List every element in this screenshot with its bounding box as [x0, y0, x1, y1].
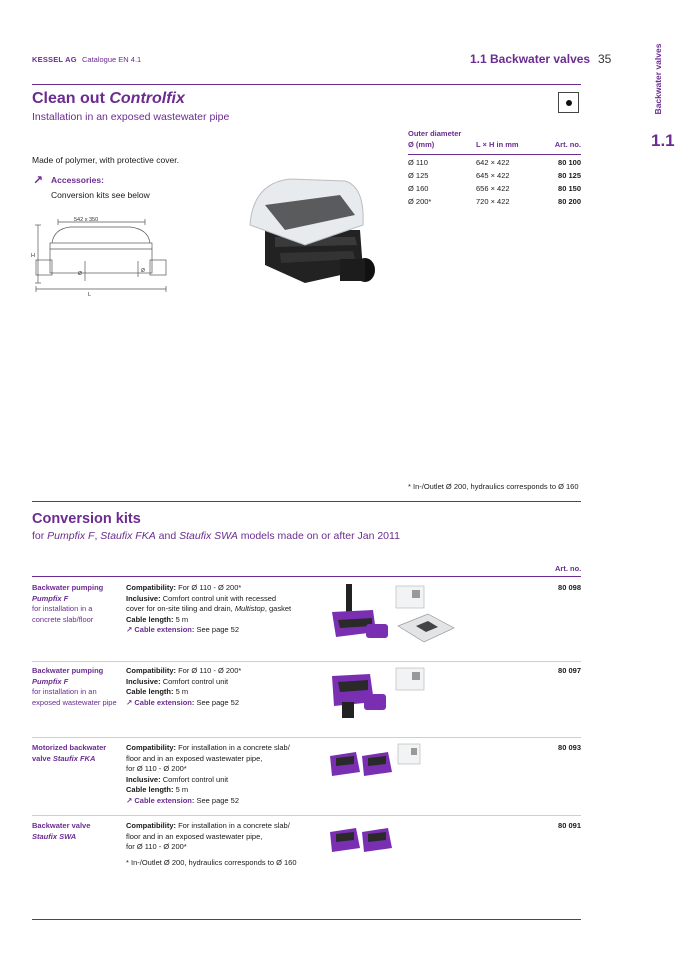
kits-header-rule — [32, 576, 581, 577]
col-artno-header: Art. no. — [536, 128, 581, 155]
kit-artno: 80 093 — [558, 743, 581, 752]
conversion-subtitle: for Pumpfix F, Staufix FKA and Staufix SWA models made on or after Jan 2011 — [32, 530, 400, 542]
company-name: KESSEL AG — [32, 55, 77, 64]
accessories-link[interactable]: Accessories: — [51, 175, 104, 185]
kit-artno: 80 098 — [558, 583, 581, 592]
arrow-icon: ↗ — [33, 173, 44, 187]
side-section-number: 1.1 — [651, 131, 675, 150]
drawing-dim-l: L — [88, 292, 92, 298]
footer-rule — [32, 919, 581, 920]
kit-divider — [32, 661, 581, 662]
catalogue-label: Catalogue EN 4.1 — [82, 55, 142, 64]
kit-divider — [32, 737, 581, 738]
product-image — [245, 175, 380, 290]
col-dims-header: L × H in mm — [476, 128, 536, 155]
cable-extension-link[interactable]: Cable extension: — [134, 697, 195, 707]
cable-extension-link[interactable]: Cable extension: — [134, 625, 195, 634]
product-description: Made of polymer, with protective cover. — [32, 155, 179, 165]
kit-specs: Compatibility: For Ø 110 - Ø 200* Inclusive: Comfort control unit Cable length: 5 m ↗ Cable extension: See page 52 — [126, 666, 242, 707]
col-diameter-header: Outer diameter Ø (mm) — [408, 128, 476, 155]
product-title: Clean out Controlfix — [32, 90, 185, 107]
kit-image-staufix-swa — [328, 820, 398, 860]
kit-name: Backwater pumping Pumpfix F for installation in an exposed wastewater pipe — [32, 666, 117, 707]
drawing-dim-d2: Ø — [141, 268, 145, 274]
accessories-text: Conversion kits see below — [51, 190, 150, 200]
side-tab-label: Backwater valves — [653, 43, 663, 115]
kit-specs: Compatibility: For installation in a concrete slab/ floor and in an exposed wastewater pipe, for Ø 110 - Ø 200* * In-/Outlet Ø 200, hydraulics corresponds to Ø 160 — [126, 821, 316, 868]
kit-image-staufix-fka — [328, 742, 428, 787]
kit-specs: Compatibility: For Ø 110 - Ø 200* Inclusive: Comfort control unit with recessed cover for on-site tiling and drain, Multistop, gasket Cable length: 5 m ↗ Cable extension: See page 52 — [126, 583, 292, 634]
cable-extension-link[interactable]: Cable extension: — [134, 795, 195, 805]
table-row: Ø 125 645 × 422 80 125 — [408, 171, 581, 180]
kit-name: Motorized backwater valve Staufix FKA — [32, 743, 107, 763]
header-rule — [32, 84, 581, 85]
kit-row — [32, 583, 581, 658]
table-row: Ø 110 642 × 422 80 100 — [408, 158, 581, 167]
spec-table-header — [408, 128, 581, 155]
kit-row — [32, 666, 581, 734]
kit-name: Backwater pumping Pumpfix F for installation in a concrete slab/floor — [32, 583, 104, 624]
technical-drawing — [30, 215, 155, 300]
arrow-icon: ↗ — [126, 697, 135, 707]
table-row: Ø 160 656 × 422 80 150 — [408, 184, 581, 193]
section-title: 1.1 Backwater valves — [470, 52, 591, 66]
kit-image-pumpfix-exposed — [328, 664, 438, 724]
page-number: 35 — [598, 52, 612, 66]
drawing-dim-d: Ø — [78, 271, 82, 277]
kit-image-pumpfix-concrete — [328, 582, 458, 652]
side-tab[interactable] — [648, 40, 668, 118]
section-rule — [32, 501, 581, 502]
install-type-icon — [558, 92, 579, 113]
kit-name: Backwater valve Staufix SWA — [32, 821, 91, 841]
kit-artno: 80 091 — [558, 821, 581, 830]
table-row: Ø 200* 720 × 422 80 200 — [408, 197, 581, 206]
arrow-icon: ↗ — [126, 795, 135, 805]
spec-table — [408, 128, 581, 207]
drawing-dim-top: 542 x 350 — [74, 217, 99, 223]
kit-row — [32, 821, 581, 871]
kit-specs: Compatibility: For installation in a concrete slab/ floor and in an exposed wastewater pipe, for Ø 110 - Ø 200* Inclusive: Comfort control unit Cable length: 5 m ↗ Cable extension: See page 52 — [126, 743, 290, 805]
conversion-title: Conversion kits — [32, 511, 141, 527]
arrow-icon: ↗ — [126, 625, 135, 634]
kit-divider — [32, 815, 581, 816]
artno-header: Art. no. — [555, 564, 582, 573]
kit-row — [32, 743, 581, 813]
kit-artno: 80 097 — [558, 666, 581, 675]
kit-footnote: * In-/Outlet Ø 200, hydraulics corresponds to Ø 160 — [126, 857, 297, 867]
product-footnote: * In-/Outlet Ø 200, hydraulics corresponds to Ø 160 — [408, 482, 579, 491]
drawing-dim-h: H — [31, 253, 35, 259]
product-subtitle: Installation in an exposed wastewater pipe — [32, 111, 230, 123]
